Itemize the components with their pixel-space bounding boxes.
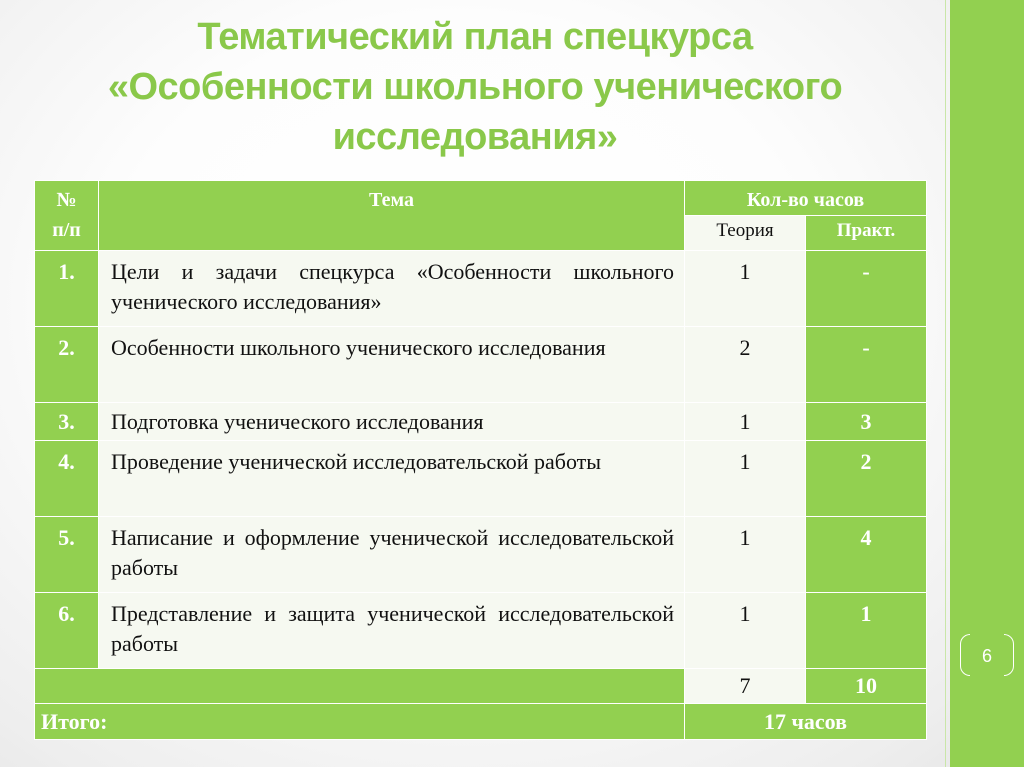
row-practice-hours: - bbox=[806, 327, 927, 403]
row-theory-hours: 1 bbox=[685, 517, 806, 593]
row-num: 3. bbox=[35, 403, 99, 441]
page-number bbox=[958, 634, 1016, 678]
total-label: Итого: bbox=[35, 704, 685, 740]
row-num: 2. bbox=[35, 327, 99, 403]
header-num-line-2: п/п bbox=[52, 219, 81, 241]
row-theory-hours: 1 bbox=[685, 593, 806, 669]
row-num: 6. bbox=[35, 593, 99, 669]
table-row bbox=[35, 517, 927, 593]
table-row bbox=[35, 403, 927, 441]
row-theory-hours: 1 bbox=[685, 441, 806, 517]
row-practice-hours: 4 bbox=[806, 517, 927, 593]
table-row bbox=[35, 593, 927, 669]
row-practice-hours: 1 bbox=[806, 593, 927, 669]
header-num bbox=[35, 181, 99, 251]
sum-row bbox=[35, 669, 927, 704]
row-topic: Цели и задачи спецкурса «Особенности школьного ученического исследования» bbox=[99, 251, 685, 327]
side-bar-divider bbox=[945, 0, 946, 767]
header-hours: Кол-во часов bbox=[685, 181, 927, 216]
header-practice: Практ. bbox=[806, 216, 927, 251]
title-line-3: исследования» bbox=[332, 116, 618, 158]
sum-theory-hours: 7 bbox=[685, 669, 806, 704]
header-num-line-1: № bbox=[56, 189, 77, 211]
header-theory: Теория bbox=[685, 216, 806, 251]
left-brace-icon bbox=[960, 634, 970, 676]
row-theory-hours: 2 bbox=[685, 327, 806, 403]
slide-title bbox=[60, 12, 890, 162]
total-row bbox=[35, 704, 927, 740]
row-topic: Проведение ученической исследовательской работы bbox=[99, 441, 685, 517]
row-num: 4. bbox=[35, 441, 99, 517]
title-line-2: «Особенности школьного ученического bbox=[107, 66, 843, 108]
row-practice-hours: 2 bbox=[806, 441, 927, 517]
title-line-1: Тематический план спецкурса bbox=[197, 16, 753, 58]
sum-row-empty bbox=[35, 669, 685, 704]
row-theory-hours: 1 bbox=[685, 251, 806, 327]
sum-practice-hours: 10 bbox=[806, 669, 927, 704]
header-topic: Тема bbox=[99, 181, 685, 251]
table-row bbox=[35, 251, 927, 327]
table-header-row bbox=[35, 181, 927, 216]
row-topic: Представление и защита ученической исследовательской работы bbox=[99, 593, 685, 669]
row-num: 1. bbox=[35, 251, 99, 327]
row-num: 5. bbox=[35, 517, 99, 593]
table-row bbox=[35, 327, 927, 403]
right-brace-icon bbox=[1004, 634, 1014, 676]
thematic-plan-table bbox=[34, 180, 927, 740]
row-topic: Написание и оформление ученической исследовательской работы bbox=[99, 517, 685, 593]
row-topic: Особенности школьного ученического исследования bbox=[99, 327, 685, 403]
row-practice-hours: - bbox=[806, 251, 927, 327]
row-theory-hours: 1 bbox=[685, 403, 806, 441]
total-value: 17 часов bbox=[685, 704, 927, 740]
row-practice-hours: 3 bbox=[806, 403, 927, 441]
table-row bbox=[35, 441, 927, 517]
row-topic: Подготовка ученического исследования bbox=[99, 403, 685, 441]
page-number-text: 6 bbox=[981, 645, 992, 666]
